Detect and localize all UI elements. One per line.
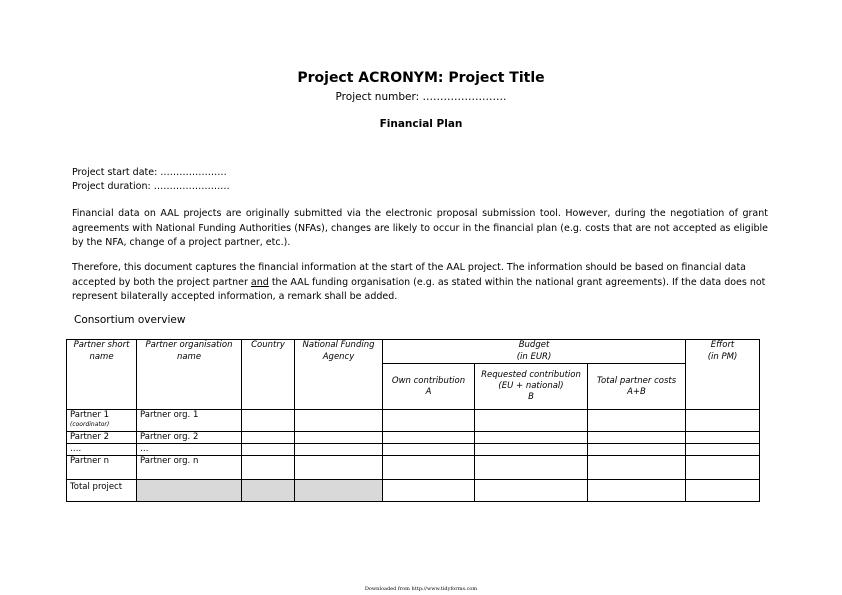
- row-country[interactable]: [242, 432, 295, 444]
- row-own-contribution[interactable]: [383, 444, 475, 456]
- total-costs-label: Total partner costs: [596, 375, 677, 386]
- row-nfa[interactable]: [295, 444, 383, 456]
- table-row: [67, 456, 760, 480]
- row-total-costs[interactable]: [588, 432, 686, 444]
- document-title: Project ACRONYM: Project Title: [297, 70, 545, 86]
- own-contribution-code: A: [425, 386, 432, 397]
- row-nfa[interactable]: [295, 432, 383, 444]
- row-effort[interactable]: [686, 410, 760, 432]
- row-effort[interactable]: [686, 456, 760, 480]
- project-number: Project number: ……………………: [335, 91, 507, 103]
- header-own-contribution: [383, 364, 475, 410]
- row-total-costs[interactable]: [588, 410, 686, 432]
- row-country[interactable]: [242, 410, 295, 432]
- intro-paragraph: Financial data on AAL projects are originally submitted via the electronic proposal submission tool. However, during the negotiation of grant agreements with National Funding Authorities (NFAs), changes are likely to occur in the financial plan (e.g. costs that are not accepted as eligible by the NFA, change of a project partner, etc.).: [72, 208, 768, 248]
- info-paragraph-part-2: the AAL funding organisation (e.g. as stated within the national grant agreements). If the data does not represent bilaterally accepted information, a remark shall be added.: [72, 276, 766, 302]
- header-partner-short: Partner short name: [67, 340, 137, 410]
- row-country[interactable]: [242, 456, 295, 480]
- row-partner-short: Partner n: [67, 456, 137, 480]
- row-own-contribution[interactable]: [383, 456, 475, 480]
- row-nfa[interactable]: [295, 456, 383, 480]
- header-budget: [383, 340, 686, 364]
- total-effort[interactable]: [686, 480, 760, 502]
- total-shaded-country: [242, 480, 295, 502]
- consortium-overview-title: Consortium overview: [74, 314, 186, 326]
- project-duration: Project duration: ……………………: [72, 181, 230, 192]
- effort-unit: (in PM): [707, 351, 738, 362]
- requested-label: Requested contribution: [481, 370, 581, 380]
- info-paragraph: [72, 261, 768, 305]
- row-requested-contribution[interactable]: [475, 432, 588, 444]
- table-row: [67, 432, 760, 444]
- row-effort[interactable]: [686, 432, 760, 444]
- requested-sub: (EU + national): [498, 381, 564, 391]
- header-effort: [686, 340, 760, 410]
- total-shaded-org: [137, 480, 242, 502]
- total-row: [67, 480, 760, 502]
- header-partner-org: Partner organisation name: [137, 340, 242, 410]
- consortium-table: [66, 339, 760, 502]
- row-requested-contribution[interactable]: [475, 410, 588, 432]
- row-partner-org: Partner org. 2: [137, 432, 242, 444]
- requested-code: B: [528, 392, 534, 402]
- project-start-date: Project start date: …………………: [72, 167, 227, 178]
- download-footer: Downloaded from http://www.tidyforms.com: [364, 586, 478, 592]
- total-shaded-nfa: [295, 480, 383, 502]
- header-nfa: National Funding Agency: [295, 340, 383, 410]
- financial-plan-heading: Financial Plan: [379, 118, 463, 130]
- row-nfa[interactable]: [295, 410, 383, 432]
- header-requested-contribution: [475, 364, 588, 410]
- coordinator-note: (coordinator): [70, 421, 110, 428]
- row-effort[interactable]: [686, 444, 760, 456]
- row-partner-org: Partner org. n: [137, 456, 242, 480]
- row-partner-short: ….: [67, 444, 137, 456]
- table-row: [67, 410, 760, 432]
- table-row: [67, 444, 760, 456]
- header-total-costs: [588, 364, 686, 410]
- info-paragraph-part-1: Therefore, this document captures the financial information at the start of the AAL project. The information should be based on financial data accepted by both the project partner: [72, 262, 746, 288]
- total-requested-contribution[interactable]: [475, 480, 588, 502]
- budget-label: Budget: [518, 340, 550, 350]
- own-contribution-label: Own contribution: [391, 375, 466, 386]
- info-paragraph-and: and: [250, 276, 269, 288]
- row-total-costs[interactable]: [588, 444, 686, 456]
- total-partner-costs[interactable]: [588, 480, 686, 502]
- row-partner-org: …: [137, 444, 242, 456]
- row-requested-contribution[interactable]: [475, 444, 588, 456]
- row-total-costs[interactable]: [588, 456, 686, 480]
- row-own-contribution[interactable]: [383, 410, 475, 432]
- total-costs-code: A+B: [627, 386, 646, 397]
- partner-short-name: Partner 1: [70, 410, 110, 420]
- budget-unit: (in EUR): [516, 351, 552, 362]
- total-own-contribution[interactable]: [383, 480, 475, 502]
- row-own-contribution[interactable]: [383, 432, 475, 444]
- header-country: Country: [242, 340, 295, 410]
- effort-label: Effort: [710, 340, 735, 350]
- total-project-label: Total project: [67, 480, 137, 502]
- row-partner-org: Partner org. 1: [137, 410, 242, 432]
- row-partner-short: Partner 2: [67, 432, 137, 444]
- row-requested-contribution[interactable]: [475, 456, 588, 480]
- row-country[interactable]: [242, 444, 295, 456]
- row-partner-short: [67, 410, 137, 432]
